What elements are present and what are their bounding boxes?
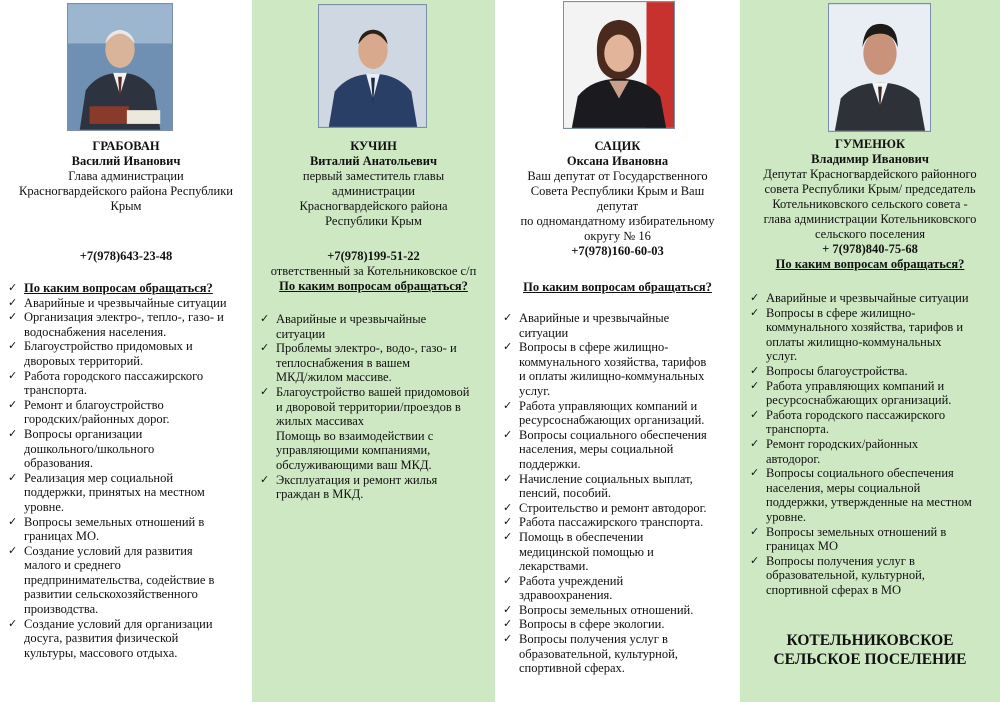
list-item: ✓ Работа учреждений здравоохранения. xyxy=(503,573,624,603)
list-item: ✓ Благоустройство придомовых и дворовых территорий. xyxy=(8,339,193,368)
surname: ГРАБОВАН xyxy=(92,139,160,153)
check-icon: ✓ xyxy=(503,603,513,616)
phone-number: +7(978)160-60-03 xyxy=(571,244,664,258)
list-item: ✓ Организация электро-, тепло-, газо- и водоснабжения населения. xyxy=(8,310,224,339)
header-kuchin xyxy=(252,139,495,229)
position-line: Депутат Красногвардейского районного xyxy=(763,167,977,181)
check-icon: ✓ xyxy=(260,313,270,325)
portrait-satsik-image xyxy=(564,2,674,128)
question-heading: По каким вопросам обращаться? xyxy=(24,281,213,295)
list-item: ✓ Работа городского пассажирского транспорта. xyxy=(8,368,204,398)
list-item: ✓ Реализация мер социальной поддержки, принятых на местном уровне. xyxy=(8,470,205,514)
question-heading: По каким вопросам обращаться? xyxy=(775,257,965,271)
items-satsik xyxy=(501,311,739,676)
list-item: ✓ Аварийные и чрезвычайные ситуации xyxy=(503,311,670,340)
check-icon: ✓ xyxy=(503,516,513,529)
list-item: ✓ Аварийные и чрезвычайные ситуации xyxy=(8,295,227,310)
list-item: ✓ Аварийные и чрезвычайные ситуации xyxy=(260,312,427,341)
list-item: ✓ Вопросы земельных отношений в границах МО xyxy=(750,524,947,554)
items-kuchin xyxy=(258,312,494,502)
list-item: ✓ Вопросы социального обеспечения населения, меры социальной поддержки, утвержденные на местном уровне. xyxy=(750,466,972,524)
list-item: ✓ Помощь в обеспечении медицинской помощью и лекарствами. xyxy=(503,529,654,574)
check-icon: ✓ xyxy=(8,311,18,324)
portrait-gumenyuk-image xyxy=(829,4,930,131)
list-item: ✓ Вопросы земельных отношений в границах МО. xyxy=(8,514,205,544)
check-icon: ✓ xyxy=(503,472,513,485)
question-heading: По каким вопросам обращаться? xyxy=(279,279,468,293)
check-icon: ✓ xyxy=(8,296,18,309)
list-item: ✓ Начисление социальных выплат, пенсий, пособий. xyxy=(503,471,693,501)
position-line: Ваш депутат от Государственного xyxy=(527,169,708,183)
position-line: Глава администрации xyxy=(68,169,184,183)
column-kuchin xyxy=(252,0,495,702)
list-item: ✓ Работа пассажирского транспорта. xyxy=(503,515,704,530)
check-icon: ✓ xyxy=(503,428,513,441)
given-name: Оксана Ивановна xyxy=(566,154,669,168)
check-icon: ✓ xyxy=(8,340,18,353)
position-line: Котельниковского сельского совета - xyxy=(772,197,968,211)
check-icon: ✓ xyxy=(8,515,18,528)
surname: ГУМЕНЮК xyxy=(834,137,906,151)
check-icon: ✓ xyxy=(503,501,513,514)
check-icon: ✓ xyxy=(8,617,18,630)
phone-number: + 7(978)840-75-68 xyxy=(822,242,918,256)
check-icon: ✓ xyxy=(8,544,18,557)
check-icon: ✓ xyxy=(503,312,513,324)
position-line: администрации xyxy=(332,184,415,198)
position-line: округу № 16 xyxy=(584,229,651,243)
header-gumenyuk xyxy=(740,137,1000,272)
check-icon: ✓ xyxy=(260,473,270,486)
portrait-grabovan-image xyxy=(68,4,172,130)
check-icon: ✓ xyxy=(750,364,760,377)
responsibility-note: ответственный за Котельниковское с/п xyxy=(270,264,477,278)
position-line: Совета Республики Крым и Ваш xyxy=(530,184,705,198)
list-item: ✓ Вопросы в сфере жилищно- коммунального хозяйства, тарифов и оплаты жилищно-коммунальных услуг. xyxy=(750,305,964,364)
list-item: ✓ Вопросы в сфере жилищно- коммунального хозяйства, тарифов и оплаты жилищно-коммунальных услуг. xyxy=(503,340,707,398)
phone-number: +7(978)199-51-22 xyxy=(327,249,420,263)
portrait-kuchin xyxy=(318,4,427,128)
list-item: ✓ Вопросы получения услуг в образовательной, культурной, спортивной сферах в МО xyxy=(750,553,925,597)
list-item: ✓ Работа городского пассажирского транспорта. xyxy=(750,407,946,437)
list-item: ✓ Ремонт и благоустройство городских/районных дорог. xyxy=(8,397,170,427)
check-icon: ✓ xyxy=(750,467,760,480)
check-icon: ✓ xyxy=(503,618,513,631)
header-grabovan xyxy=(0,139,252,214)
list-item: ✓ Вопросы благоустройства. xyxy=(750,363,908,378)
question-heading-item xyxy=(6,281,251,296)
check-icon: ✓ xyxy=(260,342,270,355)
list-item: ✓ Ремонт городских/районных автодорог. xyxy=(750,436,919,466)
list-item: ✓ Вопросы получения услуг в образовательной, культурной, спортивной сферах. xyxy=(503,632,678,676)
portrait-kuchin-image xyxy=(319,5,426,127)
list-item: ✓ Вопросы организации дошкольного/школьного образования. xyxy=(8,426,155,471)
question-heading-satsik xyxy=(495,280,740,295)
list-item: ✓ Аварийные и чрезвычайные ситуации xyxy=(750,291,969,305)
check-icon: ✓ xyxy=(503,574,513,587)
given-name: Владимир Иванович xyxy=(811,152,929,166)
contact-grabovan xyxy=(0,249,252,264)
list-item: ✓ Вопросы социального обеспечения населения, меры социальной поддержки. xyxy=(503,427,707,471)
position-line: совета Республики Крым/ председатель xyxy=(764,182,976,196)
items-gumenyuk xyxy=(748,291,998,597)
position-line: глава администрации Котельниковского xyxy=(763,212,977,226)
position-line: Республики Крым xyxy=(325,214,422,228)
position-line: Красногвардейского района Республики xyxy=(19,184,233,198)
check-icon: ✓ xyxy=(503,530,513,543)
check-icon: ✓ xyxy=(750,554,760,567)
portrait-satsik xyxy=(563,1,675,129)
check-icon: ✓ xyxy=(750,306,760,319)
check-icon: ✓ xyxy=(750,408,760,421)
check-icon: ✓ xyxy=(8,427,18,440)
given-name: Василий Иванович xyxy=(71,154,181,168)
check-icon: ✓ xyxy=(8,398,18,411)
list-item: ✓ Создание условий для организации досуга, развития физической культуры, массового отдыха. xyxy=(8,616,213,660)
check-icon: ✓ xyxy=(8,282,18,294)
list-item: ✓ Создание условий для развития малого и среднего предпринимательства, содействие в развитии сельскохозяйственного производства. xyxy=(8,543,215,617)
position-line: Красногвардейского района xyxy=(299,199,448,213)
list-item: ✓ Вопросы в сфере экологии. xyxy=(503,617,665,632)
list-item: ✓ Эксплуатация и ремонт жилья граждан в МКД. xyxy=(260,472,438,502)
portrait-gumenyuk xyxy=(828,3,931,132)
portrait-grabovan xyxy=(67,3,173,131)
check-icon: ✓ xyxy=(8,471,18,484)
question-heading: По каким вопросам обращаться? xyxy=(523,280,712,294)
list-item: ✓ Работа управляющих компаний и ресурсоснабжающих организаций. xyxy=(503,398,705,428)
items-grabovan xyxy=(6,281,251,660)
position-line: первый заместитель главы xyxy=(302,169,445,183)
column-satsik xyxy=(495,0,740,702)
given-name: Виталий Анатольевич xyxy=(309,154,438,168)
check-icon: ✓ xyxy=(503,633,513,646)
check-icon: ✓ xyxy=(8,369,18,382)
position-line: депутат xyxy=(596,199,639,213)
position-line: по одномандатному избирательному xyxy=(520,214,715,228)
check-icon: ✓ xyxy=(503,341,513,354)
surname: КУЧИН xyxy=(350,139,397,153)
column-grabovan xyxy=(0,0,252,702)
column-gumenyuk xyxy=(740,0,1000,702)
check-icon: ✓ xyxy=(750,525,760,538)
list-item: ✓ Строительство и ремонт автодорог. xyxy=(503,500,707,515)
list-item: ✓ Благоустройство вашей придомовой и дворовой территории/проездов в жилых массивах Помощь во взаимодействии с управляющими компаниями, обслуживающими ваш МКД. xyxy=(260,384,470,472)
list-item: ✓ Вопросы земельных отношений. xyxy=(503,602,694,617)
check-icon: ✓ xyxy=(503,399,513,412)
list-item: ✓ Работа управляющих компаний и ресурсоснабжающих организаций. xyxy=(750,378,952,408)
check-icon: ✓ xyxy=(750,292,760,304)
check-icon: ✓ xyxy=(260,385,270,398)
header-satsik xyxy=(495,139,740,259)
position-line: Крым xyxy=(110,199,142,213)
check-icon: ✓ xyxy=(750,437,760,450)
phone-number: +7(978)643-23-48 xyxy=(79,249,173,263)
position-line: сельского поселения xyxy=(814,227,926,241)
surname: САЦИК xyxy=(594,139,641,153)
list-item: ✓ Проблемы электро-, водо-, газо- и теплоснабжения в вашем МКД/жилом массиве. xyxy=(260,341,457,385)
contact-kuchin xyxy=(252,249,495,294)
check-icon: ✓ xyxy=(750,379,760,392)
settlement-title: КОТЕЛЬНИКОВСКОЕ СЕЛЬСКОЕ ПОСЕЛЕНИЕ xyxy=(773,632,967,668)
